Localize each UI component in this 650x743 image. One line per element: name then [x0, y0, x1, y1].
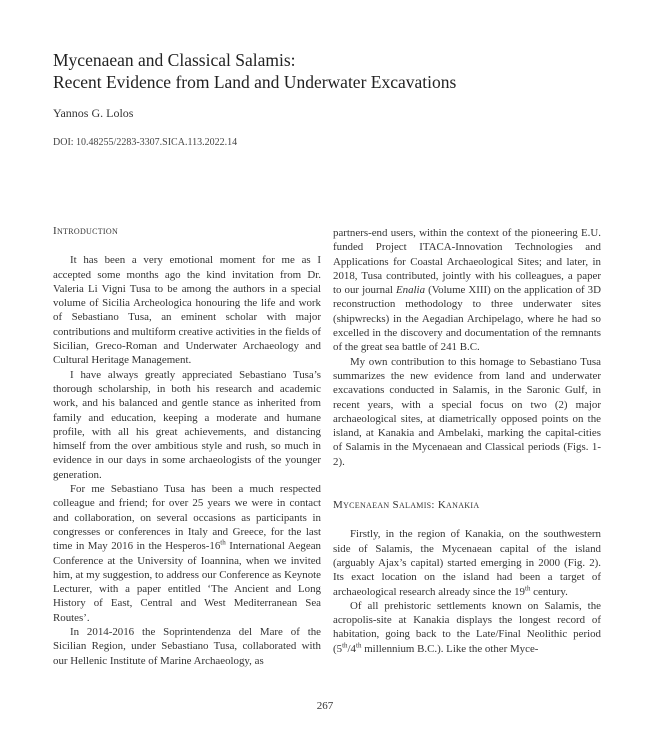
paragraph [53, 482, 321, 625]
paragraph [333, 599, 601, 656]
paragraph: In 2014-2016 the Soprintendenza del Mare of the Sicilian Region, under Sebastiano Tusa, collaborated with our Hellenic Institute of Marine Archaeology, as [53, 626, 321, 667]
paragraph: It has been a very emotional moment for me as I accepted some months ago the kind invitation from Dr. Valeria Li Vigni Tusa to be among the authors in a special volume of Sicilia Archeologica honouring the life and work of Sebastiano Tusa, an eminent scholar with major contributions and multiform creative activities in the fields of Sicilian, Greco-Roman and Underwater Archaeology and Cultural Heritage Management. [53, 254, 321, 367]
paragraph-text: (Volume XIII) on the application of 3D reconstruction methodology to three underwater sites (shipwrecks) in the Aegadian Archipelago, where he had so excelled in the discovery and documentation of the remnants of the great sea battle of 241 B.C. [333, 284, 601, 354]
journal-name: Enalia [395, 284, 426, 297]
section-heading-introduction: Introduction [53, 225, 119, 237]
doi: DOI: 10.48255/2283-3307.SICA.113.2022.14 [53, 137, 238, 148]
right-column [333, 226, 601, 656]
paragraph-text: millennium B.C.). Like the other Myce- [361, 642, 539, 655]
paragraph [333, 226, 601, 355]
superscript: th [220, 538, 226, 547]
paragraph-text: International Aegean Conference at the University of Ioannina, when we invited him, at my suggestion, to address our Conference as Keynote Lecturer, with a paper entitled ‘The Ancient and Long History of East, Central and West Mediterranean Sea Routes’. [53, 540, 321, 624]
paragraph-text: century. [530, 585, 568, 598]
paragraph-text: partners-end users, within the context of the pioneering E.U. funded Project ITACA-Innovation Technologies and Applications for Coastal Archaeological Sites; and later, in 2018, Tusa contributed, jointly with his colleagues, a paper to our journal [333, 227, 601, 297]
article-title-line-2: Recent Evidence from Land and Underwater Excavations [53, 72, 457, 92]
left-column [53, 224, 321, 668]
superscript: th [525, 583, 531, 592]
superscript: th [356, 641, 362, 650]
paragraph: I have always greatly appreciated Sebastiano Tusa’s thorough scholarship, in both his research and academic work, and his balanced and gentle stance as inherited from family and education, keeping a moderate and humane profile, with all his great achievements, and distancing himself from the over ambitious style and rush, so much in evidence in our days in some archaeologists of the younger generation. [53, 368, 321, 481]
paragraph-text: Firstly, in the region of Kanakia, on the southwestern side of Salamis, the Mycenaean capital of the island (arguably Ajax’s capital) started emerging in 2000 (Fig. 2). Its exact location on the island had been a target of archaeological research already since the 19 [333, 528, 601, 598]
article-title-line-1: Mycenaean and Classical Salamis: [53, 50, 296, 70]
section-heading-mycenaean-salamis: Mycenaean Salamis: Kanakia [333, 499, 480, 512]
paragraph: My own contribution to this homage to Sebastiano Tusa summarizes the new evidence from land and underwater excavations conducted in Salamis, in the Saronic Gulf, in recent years, with a special focus on two (2) major archaeological sites, at diametrically opposed points on the island, at Kanakia and Ambelaki, marking the capital-cities of Salamis in the Mycenaean and Classical periods (Figs. 1-2). [333, 355, 601, 468]
superscript: th [342, 641, 348, 650]
paragraph [333, 527, 601, 598]
page-number: 267 [316, 700, 334, 712]
article-title [53, 49, 593, 93]
paragraph-text: Of all prehistoric settlements known on Salamis, the acropolis-site at Kanakia displays the longest record of habitation, going back to the Late/Final Neolithic period (5 [333, 599, 601, 655]
paragraph-text: For me Sebastiano Tusa has been a much respected colleague and friend; for over 25 years we were in contact and collaboration, on several occasions as participants in congresses or conferences in Italy and Greece, for the last time in May 2016 in the Hesperos-16 [53, 483, 321, 553]
paragraph-text: /4 [347, 642, 357, 655]
author-name: Yannos G. Lolos [53, 106, 134, 120]
